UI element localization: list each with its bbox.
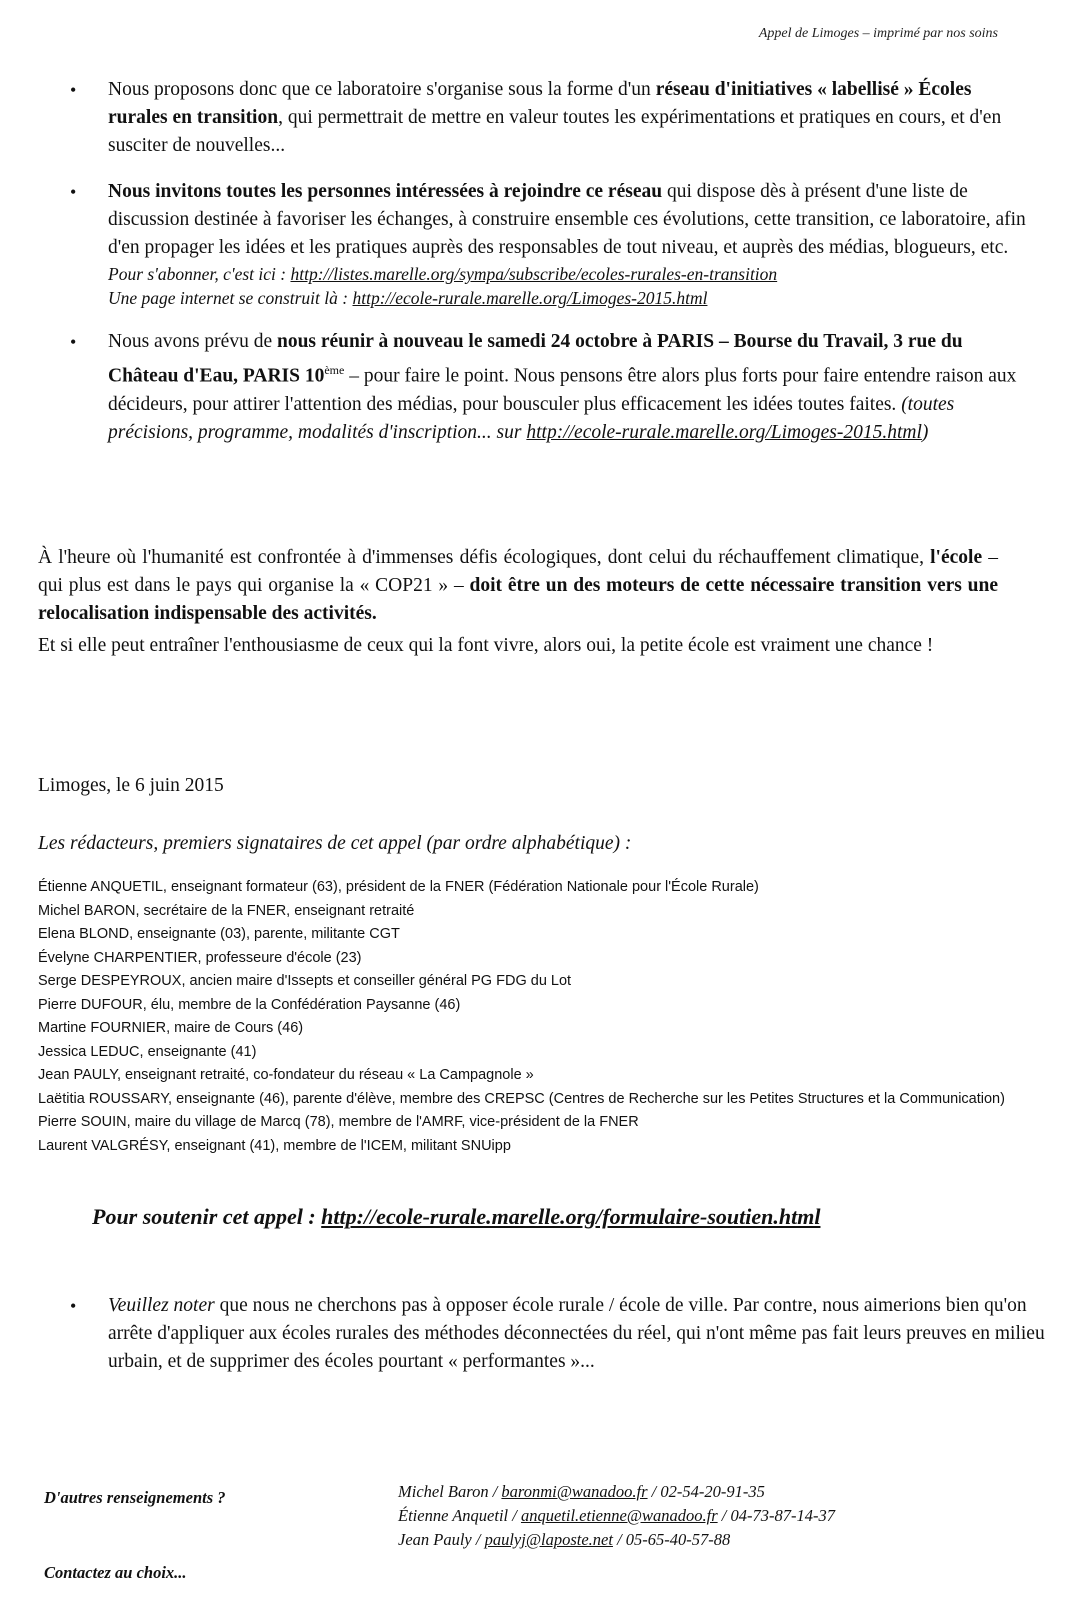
signatory: Jean PAULY, enseignant retraité, co-fondateur du réseau « La Campagnole » (38, 1067, 534, 1083)
signatory: Martine FOURNIER, maire de Cours (46) (38, 1020, 304, 1036)
text-run: Nous invitons toutes les personnes intéressées à rejoindre ce réseau (108, 181, 663, 202)
bullet-item (70, 328, 1030, 447)
signatories-list (38, 876, 1028, 1158)
text-run: (toutes précisions, programme, modalités d'inscription... sur (108, 393, 955, 443)
text-run: Nous proposons donc que ce laboratoire s'organise sous la forme d'un (108, 79, 656, 100)
subscribe-line (108, 262, 1030, 286)
bullet-text (108, 178, 1030, 262)
bullet-item (70, 76, 1030, 160)
text-run: qui dispose dès à présent d'une liste de discussion destinée à favoriser les échanges, à construire ensemble ces évolutions, cette transition, ce laboratoire, afin d'en propager les idées et les pratiques auprès des responsables de tout niveau, et auprès des médias, blogueurs, etc. (108, 181, 1026, 258)
text-run: – pour faire le point. Nous pensons être alors plus forts pour faire entendre raison aux décideurs, pour attirer l'attention des médias, pour bousculer plus efficacement les idées toutes faites. (108, 365, 1017, 415)
bullet-item (70, 178, 1030, 310)
subscribe-label: Pour s'abonner, c'est ici : (108, 264, 291, 284)
subscribe-link[interactable]: http://listes.marelle.org/sympa/subscribe/ecoles-rurales-en-transition (290, 264, 778, 284)
contact-email-link[interactable]: baronmi@wanadoo.fr (501, 1482, 648, 1501)
note-text: que nous ne cherchons pas à opposer école rurale / école de ville. Par contre, nous aimerions bien qu'on arrête d'appliquer aux écoles rurales des méthodes déconnectées du réel, qui n'ont même pas fait leurs preuves en milieu urbain, et de supprimer des écoles pourtant « performantes »... (108, 1295, 1045, 1372)
signatory: Pierre SOUIN, maire du village de Marcq (78), membre de l'AMRF, vice-président de la FNER (38, 1114, 639, 1130)
text-run: Nous avons prévu de (108, 331, 277, 352)
dateline: Limoges, le 6 juin 2015 (38, 775, 224, 796)
contact-choice-label: Contactez au choix... (44, 1563, 187, 1582)
signatory: Jessica LEDUC, enseignante (41) (38, 1043, 257, 1060)
inline-link[interactable]: http://ecole-rurale.marelle.org/Limoges-2015.html (526, 421, 922, 443)
text-run: nous réunir à nouveau le samedi 24 octobre à PARIS – Bourse du Travail, 3 rue du Château d'Eau, PARIS 10 (108, 331, 963, 387)
contact-name: Jean Pauly / (398, 1530, 485, 1549)
contact-name: Michel Baron / (398, 1482, 502, 1501)
subscribe-label: Une page internet se construit là : (108, 288, 353, 308)
text-run: doit être un des moteurs de cette nécessaire transition vers une relocalisation indispensable des activités. (38, 575, 999, 624)
text-run: À l'heure où l'humanité est confrontée à d'immenses défis écologiques, dont celui du réchauffement climatique, (38, 547, 931, 568)
contact-row (398, 1528, 835, 1552)
signatory: Pierre DUFOUR, élu, membre de la Confédération Paysanne (46) (38, 996, 461, 1013)
bullet-text (108, 328, 1030, 447)
support-call (92, 1204, 820, 1230)
header-note: Appel de Limoges – imprimé par nos soins (758, 26, 998, 41)
bullet-dot: • (70, 332, 77, 352)
paragraph-chance: Et si elle peut entraîner l'enthousiasme de ceux qui la font vivre, alors oui, la petite école est vraiment une chance ! (38, 635, 934, 656)
subscribe-line (108, 286, 1030, 310)
text-run: ) (921, 421, 929, 443)
contact-list (398, 1480, 835, 1552)
bullet-dot: • (70, 80, 77, 100)
more-info-label: D'autres renseignements ? (44, 1488, 226, 1507)
text-run: – qui plus est dans le pays qui organise la « COP21 » – (38, 547, 999, 596)
contact-email-link[interactable]: anquetil.etienne@wanadoo.fr (520, 1506, 718, 1525)
signatory: Laurent VALGRÉSY, enseignant (41), membre de l'ICEM, militant SNUipp (38, 1137, 511, 1154)
subscribe-link[interactable]: http://ecole-rurale.marelle.org/Limoges-2015.html (352, 288, 708, 308)
bullet-dot: • (70, 1296, 77, 1316)
note-lead: Veuillez noter (108, 1295, 215, 1316)
paragraph-ecology (38, 544, 998, 628)
text-run: , qui permettrait de mettre en valeur toutes les expérimentations et pratiques en cours, et d'en susciter de nouvelles... (108, 107, 1002, 156)
signatories-intro: Les rédacteurs, premiers signataires de cet appel (par ordre alphabétique) : (38, 833, 632, 854)
contact-phone: / 04-73-87-14-37 (717, 1506, 835, 1525)
text-run: ème (324, 363, 345, 377)
signatory: Elena BLOND, enseignante (03), parente, militante CGT (38, 926, 400, 942)
contact-email-link[interactable]: paulyj@laposte.net (484, 1530, 613, 1549)
support-link[interactable]: http://ecole-rurale.marelle.org/formulaire-soutien.html (321, 1204, 821, 1229)
bullet-dot: • (70, 182, 77, 202)
signatory: Michel BARON, secrétaire de la FNER, enseignant retraité (38, 902, 415, 919)
signatory: Laëtitia ROUSSARY, enseignante (46), parente d'élève, membre des CREPSC (Centres de Recherche sur les Petites Structures et la Communication) (38, 1090, 1005, 1107)
contact-row (398, 1480, 835, 1504)
text-run: réseau d'initiatives « labellisé » Écoles rurales en transition (108, 79, 972, 128)
contact-phone: / 05-65-40-57-88 (612, 1530, 731, 1549)
bullet-text (108, 76, 1030, 160)
bullet-list (70, 76, 1030, 465)
contact-phone: / 02-54-20-91-35 (647, 1482, 765, 1501)
signatory: Évelyne CHARPENTIER, professeure d'école (23) (38, 949, 362, 966)
signatory: Serge DESPEYROUX, ancien maire d'Issepts et conseiller général PG FDG du Lot (38, 973, 572, 989)
note-bullet (70, 1292, 1068, 1376)
support-label: Pour soutenir cet appel : (92, 1204, 322, 1229)
contact-row (398, 1504, 835, 1528)
signatory: Étienne ANQUETIL, enseignant formateur (63), président de la FNER (Fédération Nationale pour l'École Rurale) (38, 879, 759, 895)
text-run: l'école (930, 547, 983, 568)
contact-name: Étienne Anquetil / (398, 1506, 521, 1525)
